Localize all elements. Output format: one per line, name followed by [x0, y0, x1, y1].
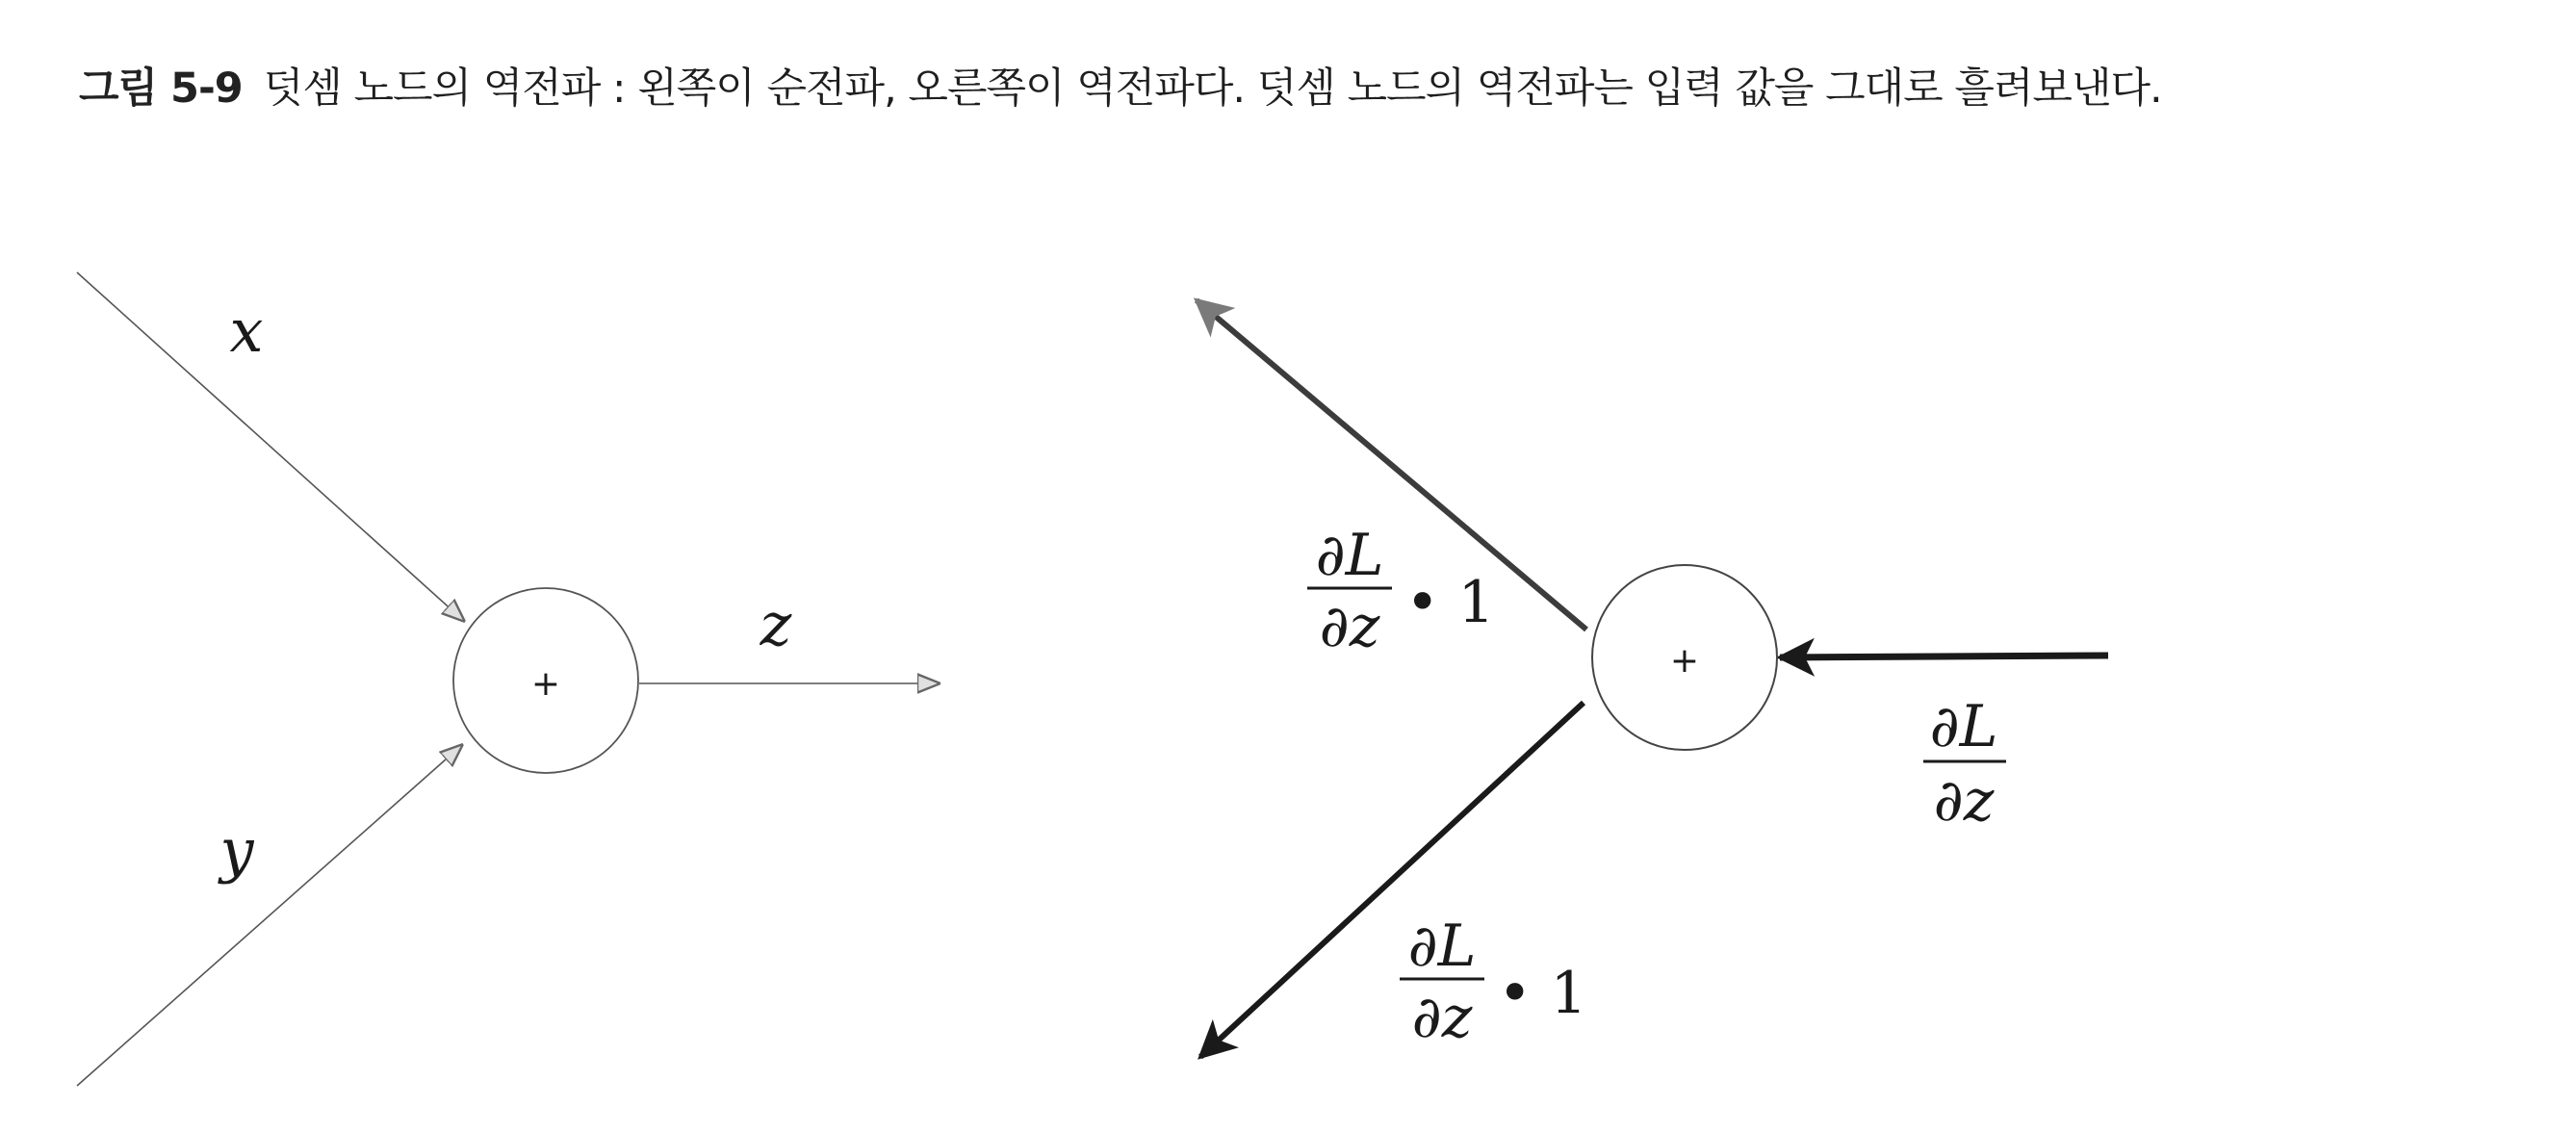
forward-label-x: x — [229, 296, 264, 366]
upstream-numerator: ∂L — [1929, 693, 1998, 760]
forward-input-y-edge — [77, 744, 463, 1086]
forward-pass — [77, 272, 940, 1086]
forward-label-z: z — [760, 589, 792, 659]
backward-gradient-label-y — [1400, 913, 1587, 1051]
backward-upstream-edge — [1780, 656, 2108, 657]
gradient-y-numerator: ∂L — [1407, 913, 1477, 980]
upstream-denominator: ∂z — [1933, 767, 1995, 835]
gradient-x-denominator: ∂z — [1319, 593, 1380, 660]
figure-label: 그림 5-9 — [79, 64, 243, 113]
forward-label-y: y — [219, 815, 254, 886]
gradient-y-multiplier: • 1 — [1498, 960, 1587, 1027]
figure-caption-text: 덧셈 노드의 역전파 : 왼쪽이 순전파, 오른쪽이 역전파다. 덧셈 노드의 역전파는 입력 값을 그대로 흘려보낸다. — [263, 64, 2162, 113]
backward-upstream-label — [1923, 693, 2006, 835]
gradient-x-multiplier: • 1 — [1405, 569, 1495, 636]
backward-pass — [1197, 300, 2108, 1057]
backward-add-node-symbol: + — [1669, 641, 1700, 681]
gradient-x-numerator: ∂L — [1315, 522, 1384, 589]
backward-edge-to-x — [1197, 300, 1586, 630]
gradient-y-denominator: ∂z — [1411, 984, 1473, 1051]
forward-add-node-symbol: + — [530, 664, 561, 704]
forward-input-x-edge — [77, 272, 465, 622]
backward-gradient-label-x — [1307, 522, 1495, 660]
